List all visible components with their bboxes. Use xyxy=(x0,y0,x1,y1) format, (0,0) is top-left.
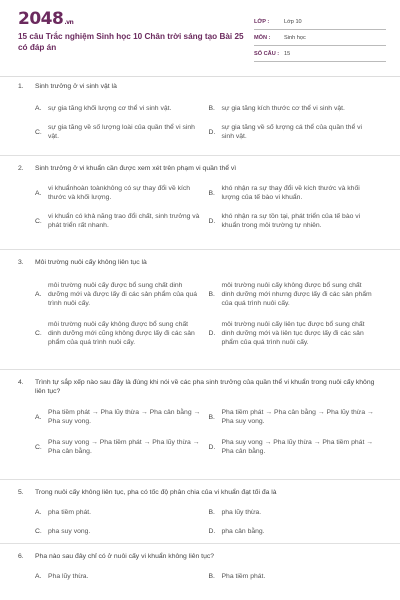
option-text: vi khuẩn có khả năng trao đổi chất, sinh trưởng và phát triển rất nhanh. xyxy=(48,213,200,229)
option-text: pha tiềm phát. xyxy=(48,509,92,516)
option-letter: D. xyxy=(208,443,216,451)
question-number: 4. xyxy=(18,379,24,386)
option-c[interactable] xyxy=(35,432,209,462)
question-text xyxy=(18,378,382,396)
option-list xyxy=(35,179,382,235)
page-title: 15 câu Trắc nghiệm Sinh học 10 Chân trời sáng tạo Bài 25 có đáp án xyxy=(18,32,244,52)
meta-value: 15 xyxy=(284,50,291,57)
option-text: Pha suy vong → Pha lũy thừa → Pha tiềm phát → Pha cân bằng. xyxy=(221,439,374,455)
meta-label: MÔN : xyxy=(254,34,271,41)
option-text: khó nhận ra sự tồn tại, phát triển của tế bào vi khuẩn trong môi trường tự nhiên. xyxy=(221,213,361,229)
logo-suffix: .vn xyxy=(64,19,74,26)
question-item xyxy=(0,82,400,156)
option-text: vi khuẩnhoàn toànkhông có sự thay đổi về kích thước và khối lượng. xyxy=(48,185,191,201)
option-d[interactable] xyxy=(209,119,383,145)
option-row xyxy=(35,97,382,119)
option-letter: A. xyxy=(35,189,42,197)
option-text: khó nhận ra sự thay đổi về kích thước và khối lượng của tế bào vi khuẩn. xyxy=(221,185,360,201)
option-letter: A. xyxy=(35,413,42,421)
option-text: Pha lũy thừa. xyxy=(48,573,89,580)
header-divider xyxy=(0,76,400,77)
option-b[interactable] xyxy=(209,97,383,119)
question-item xyxy=(0,250,400,370)
question-body: Trình tự sắp xếp nào sau đây là đúng khi nói về các pha sinh trưởng của quần thể vi khuẩn trong nuôi cấy không liên tục? xyxy=(35,379,375,395)
meta-row-count xyxy=(254,46,386,62)
question-body: Trong nuôi cấy không liên tục, pha có tốc độ phân chia của vi khuẩn đạt tối đa là xyxy=(35,489,277,496)
option-letter: B. xyxy=(208,104,215,112)
option-list xyxy=(35,503,382,541)
option-text: pha cân bằng. xyxy=(221,528,265,535)
option-letter: B. xyxy=(208,573,215,580)
question-text xyxy=(18,164,382,173)
option-text: Pha tiềm phát. xyxy=(221,573,266,580)
option-letter: D. xyxy=(208,528,216,535)
question-text xyxy=(18,552,382,561)
option-letter: D. xyxy=(208,128,216,136)
question-list xyxy=(0,82,400,590)
option-c[interactable] xyxy=(35,119,209,145)
option-d[interactable] xyxy=(209,207,383,235)
question-text xyxy=(18,258,382,267)
question-item xyxy=(0,156,400,250)
option-list xyxy=(35,402,382,462)
option-text: sự gia tăng về số lượng cá thể của quần thể vi sinh vật. xyxy=(221,124,363,140)
meta-row-class xyxy=(254,14,386,30)
option-letter: B. xyxy=(208,189,215,197)
option-text: sự gia tăng về số lượng loài của quần thể vi sinh vật. xyxy=(48,124,195,140)
option-c[interactable] xyxy=(35,315,209,351)
option-text: môi trường nuôi cấy liên tục được bổ sung chất dinh dưỡng mới và liên tục được lấy đi các sản phẩm của quá trình nuôi cấy. xyxy=(221,320,365,346)
meta-value: Sinh học xyxy=(284,34,306,41)
option-a[interactable] xyxy=(35,273,209,315)
option-a[interactable] xyxy=(35,97,209,119)
meta-value: Lớp 10 xyxy=(284,18,302,25)
option-letter: B. xyxy=(208,413,215,421)
option-row xyxy=(35,273,382,315)
option-list xyxy=(35,273,382,351)
meta-row-subject xyxy=(254,30,386,46)
option-b[interactable] xyxy=(209,503,383,522)
option-text: môi trường nuôi cấy được bổ sung chất dinh dưỡng mới và được lấy đi các sản phẩm của quá trình nuôi cấy. xyxy=(48,281,198,307)
option-letter: C. xyxy=(35,329,42,337)
option-text: pha suy vong. xyxy=(48,528,91,535)
question-item xyxy=(0,544,400,590)
meta-label: LỚP : xyxy=(254,18,270,25)
option-row xyxy=(35,567,382,586)
option-text: Pha suy vong → Pha tiềm phát → Pha lũy thừa → Pha cân bằng. xyxy=(48,439,200,455)
option-letter: C. xyxy=(35,128,42,136)
option-row xyxy=(35,522,382,541)
option-b[interactable] xyxy=(209,179,383,207)
option-row xyxy=(35,207,382,235)
option-d[interactable] xyxy=(209,522,383,541)
option-b[interactable] xyxy=(209,273,383,315)
option-letter: A. xyxy=(35,573,42,580)
question-body: Pha nào sau đây chỉ có ở nuôi cấy vi khuẩn không liên tục? xyxy=(35,553,215,560)
option-c[interactable] xyxy=(35,522,209,541)
question-text xyxy=(18,82,382,91)
option-text: Pha tiềm phát → Pha lũy thừa → Pha cân bằng → Pha suy vong. xyxy=(48,409,201,425)
question-body: Sinh trưởng ở vi sinh vật là xyxy=(35,83,117,90)
option-letter: C. xyxy=(35,443,42,451)
option-row xyxy=(35,432,382,462)
option-row xyxy=(35,179,382,207)
question-item xyxy=(0,480,400,544)
question-number: 6. xyxy=(18,553,24,560)
question-number: 1. xyxy=(18,83,24,90)
option-letter: D. xyxy=(208,329,216,337)
page-header xyxy=(0,0,400,66)
question-body: Sinh trưởng ở vi khuẩn cần được xem xét trên phạm vi quần thể vì xyxy=(35,165,237,172)
question-body: Môi trường nuôi cấy không liên tục là xyxy=(35,259,147,266)
option-letter: A. xyxy=(35,290,42,298)
option-text: pha lũy thừa. xyxy=(221,509,262,516)
question-number: 2. xyxy=(18,165,24,172)
option-b[interactable] xyxy=(209,402,383,432)
option-a[interactable] xyxy=(35,503,209,522)
option-letter: B. xyxy=(208,509,215,516)
logo-text: 2048 xyxy=(18,9,64,29)
question-item xyxy=(0,370,400,480)
option-list xyxy=(35,567,382,586)
option-letter: C. xyxy=(35,217,42,225)
option-b[interactable] xyxy=(209,567,383,586)
option-text: môi trường nuôi cấy không được bổ sung chất dinh dưỡng mới nhưng được lấy đi các sản phẩm của quá trình nuôi cấy. xyxy=(221,281,372,307)
option-row xyxy=(35,119,382,145)
option-text: Pha tiềm phát → Pha cân bằng → Pha lũy thừa → Pha suy vong. xyxy=(221,409,374,425)
option-d[interactable] xyxy=(209,432,383,462)
site-logo[interactable] xyxy=(18,9,73,29)
question-number: 5. xyxy=(18,489,24,496)
option-text: môi trường nuôi cấy không được bổ sung chất dinh dưỡng mới cũng không được lấy đi các sản phẩm của quá trình nuôi cấy. xyxy=(48,320,195,346)
option-letter: B. xyxy=(208,290,215,298)
option-c[interactable] xyxy=(35,207,209,235)
option-list xyxy=(35,97,382,145)
option-row xyxy=(35,503,382,522)
meta-table xyxy=(254,14,386,62)
question-text xyxy=(18,488,382,497)
option-letter: C. xyxy=(35,528,42,535)
option-letter: D. xyxy=(208,217,216,225)
option-row xyxy=(35,402,382,432)
option-a[interactable] xyxy=(35,179,209,207)
option-d[interactable] xyxy=(209,315,383,351)
option-letter: A. xyxy=(35,509,42,516)
option-text: sự gia tăng kích thước cơ thể vi sinh vật. xyxy=(221,104,345,112)
option-row xyxy=(35,315,382,351)
option-a[interactable] xyxy=(35,567,209,586)
option-text: sự gia tăng khối lượng cơ thể vi sinh vật. xyxy=(48,104,172,112)
option-letter: A. xyxy=(35,104,42,112)
option-a[interactable] xyxy=(35,402,209,432)
meta-label: SỐ CÂU : xyxy=(254,50,280,57)
question-number: 3. xyxy=(18,259,24,266)
